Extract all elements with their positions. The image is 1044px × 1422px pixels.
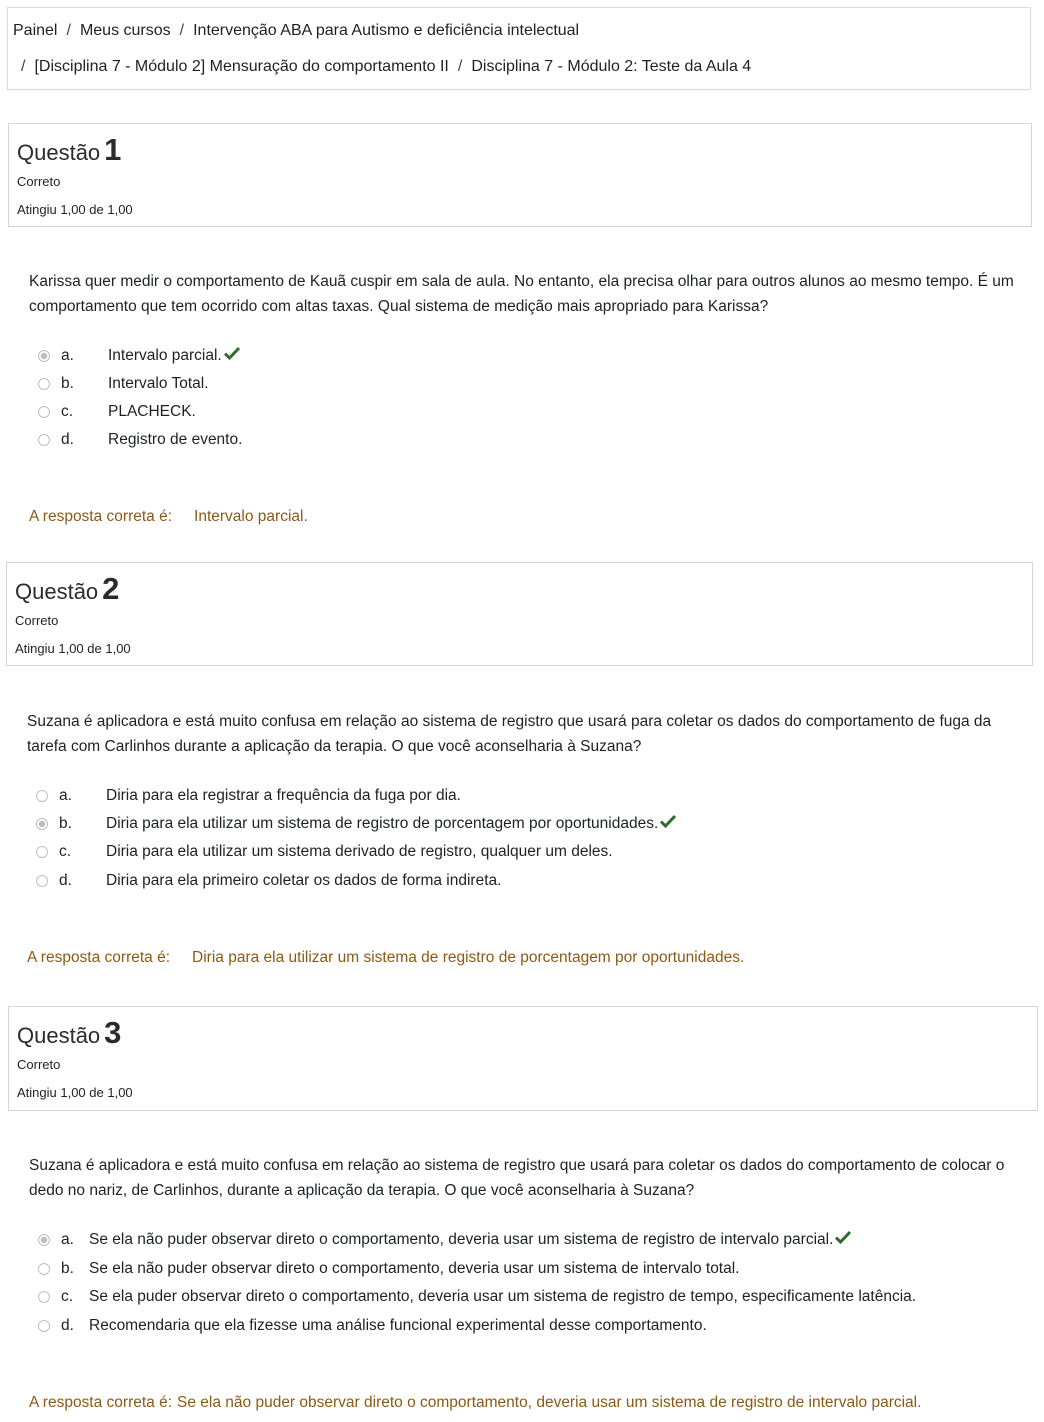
answer-label: A resposta correta é: xyxy=(27,949,171,966)
breadcrumb-painel[interactable]: Painel xyxy=(13,22,58,39)
breadcrumb-course[interactable]: Intervenção ABA para Autismo e deficiência intelectual xyxy=(193,22,580,39)
option-text: PLACHECK. xyxy=(108,403,196,420)
radio-button[interactable] xyxy=(38,434,50,446)
breadcrumb-separator: / xyxy=(66,22,71,39)
breadcrumb-quiz[interactable]: Disciplina 7 - Módulo 2: Teste da Aula 4 xyxy=(471,58,752,75)
question-3-correct-answer xyxy=(29,1394,921,1412)
option-text: Intervalo parcial. xyxy=(108,347,222,364)
radio-button[interactable] xyxy=(36,790,48,802)
option-letter: a. xyxy=(61,347,74,364)
question-grade: Atingiu 1,00 de 1,00 xyxy=(15,641,131,656)
radio-button[interactable] xyxy=(38,1320,50,1332)
radio-button[interactable] xyxy=(36,846,48,858)
answer-label: A resposta correta é: xyxy=(29,1394,173,1411)
question-grade: Atingiu 1,00 de 1,00 xyxy=(17,202,133,217)
option-letter: c. xyxy=(61,1288,74,1305)
breadcrumb-section[interactable]: [Disciplina 7 - Módulo 2] Mensuração do comportamento II xyxy=(34,58,449,75)
question-2-text: Suzana é aplicadora e está muito confusa em relação ao sistema de registro que usará para coletar os dados do comportamento de fuga da tarefa com Carlinhos durante a aplicação da terapia. O que você aconselharia à Suzana? xyxy=(27,713,992,755)
question-title xyxy=(15,571,119,607)
question-number: 1 xyxy=(104,132,122,167)
radio-button[interactable] xyxy=(38,1234,50,1246)
question-1-text: Karissa quer medir o comportamento de Kauã cuspir em sala de aula. No entanto, ela precisa olhar para outros alunos ao mesmo tempo. É um comportamento que tem ocorrido com altas taxas. Qual sistema de medição mais apropriado para Karissa? xyxy=(29,273,1014,315)
question-state: Correto xyxy=(17,1057,61,1072)
radio-button[interactable] xyxy=(38,406,50,418)
answer-text: Se ela não puder observar direto o comportamento, deveria usar um sistema de registro de intervalo parcial. xyxy=(177,1394,922,1411)
question-number: 2 xyxy=(102,571,120,606)
question-1-info xyxy=(8,123,1032,227)
check-icon xyxy=(835,1230,851,1244)
question-label: Questão xyxy=(15,579,99,604)
question-2-correct-answer xyxy=(27,949,744,967)
option-text: Diria para ela utilizar um sistema derivado de registro, qualquer um deles. xyxy=(106,843,613,860)
option-letter: d. xyxy=(61,1317,74,1334)
breadcrumb-meus-cursos[interactable]: Meus cursos xyxy=(79,22,171,39)
option-text: Diria para ela primeiro coletar os dados de forma indireta. xyxy=(106,872,502,889)
breadcrumb-line-1 xyxy=(13,22,579,40)
question-title xyxy=(17,132,121,168)
option-letter: c. xyxy=(59,843,72,860)
question-label: Questão xyxy=(17,1023,101,1048)
question-grade: Atingiu 1,00 de 1,00 xyxy=(17,1085,133,1100)
check-icon xyxy=(224,346,240,360)
breadcrumb xyxy=(7,7,1031,90)
question-2-info xyxy=(6,562,1033,666)
radio-button[interactable] xyxy=(38,1291,50,1303)
radio-button[interactable] xyxy=(36,818,48,830)
breadcrumb-separator: / xyxy=(21,58,26,75)
question-title xyxy=(17,1015,121,1051)
question-state: Correto xyxy=(15,613,59,628)
breadcrumb-separator: / xyxy=(457,58,463,75)
breadcrumb-line-2 xyxy=(13,58,751,76)
option-letter: a. xyxy=(59,787,72,804)
option-text: Intervalo Total. xyxy=(108,375,209,392)
answer-label: A resposta correta é: xyxy=(29,508,173,525)
option-letter: a. xyxy=(61,1231,74,1248)
question-state: Correto xyxy=(17,174,61,189)
radio-button[interactable] xyxy=(38,1263,50,1275)
option-letter: b. xyxy=(59,815,72,832)
option-letter: d. xyxy=(61,431,74,448)
answer-text: Diria para ela utilizar um sistema de registro de porcentagem por oportunidades. xyxy=(192,949,745,966)
question-1-correct-answer xyxy=(29,508,308,526)
question-3-text: Suzana é aplicadora e está muito confusa em relação ao sistema de registro que usará para coletar os dados do comportamento de colocar o dedo no nariz, de Carlinhos, durante a aplicação da terapia. O que você aconselharia à Suzana? xyxy=(29,1157,1005,1199)
option-letter: b. xyxy=(61,375,74,392)
check-icon xyxy=(660,814,676,828)
radio-button[interactable] xyxy=(38,350,50,362)
question-3-info xyxy=(8,1006,1038,1111)
option-text: Registro de evento. xyxy=(108,431,243,448)
option-text: Se ela não puder observar direto o comportamento, deveria usar um sistema de intervalo total. xyxy=(89,1260,740,1277)
radio-button[interactable] xyxy=(38,378,50,390)
option-text: Se ela puder observar direto o comportamento, deveria usar um sistema de registro de tempo, especificamente latência. xyxy=(89,1288,917,1305)
option-text: Diria para ela utilizar um sistema de registro de porcentagem por oportunidades. xyxy=(106,815,659,832)
option-letter: d. xyxy=(59,872,72,889)
radio-button[interactable] xyxy=(36,875,48,887)
option-letter: c. xyxy=(61,403,74,420)
option-text: Diria para ela registrar a frequência da fuga por dia. xyxy=(106,787,461,804)
answer-text: Intervalo parcial. xyxy=(194,508,308,525)
option-text: Se ela não puder observar direto o comportamento, deveria usar um sistema de registro de intervalo parcial. xyxy=(89,1231,834,1248)
question-number: 3 xyxy=(104,1015,122,1050)
question-label: Questão xyxy=(17,140,101,165)
option-text: Recomendaria que ela fizesse uma análise funcional experimental desse comportamento. xyxy=(89,1317,707,1334)
option-letter: b. xyxy=(61,1260,74,1277)
breadcrumb-separator: / xyxy=(179,22,185,39)
